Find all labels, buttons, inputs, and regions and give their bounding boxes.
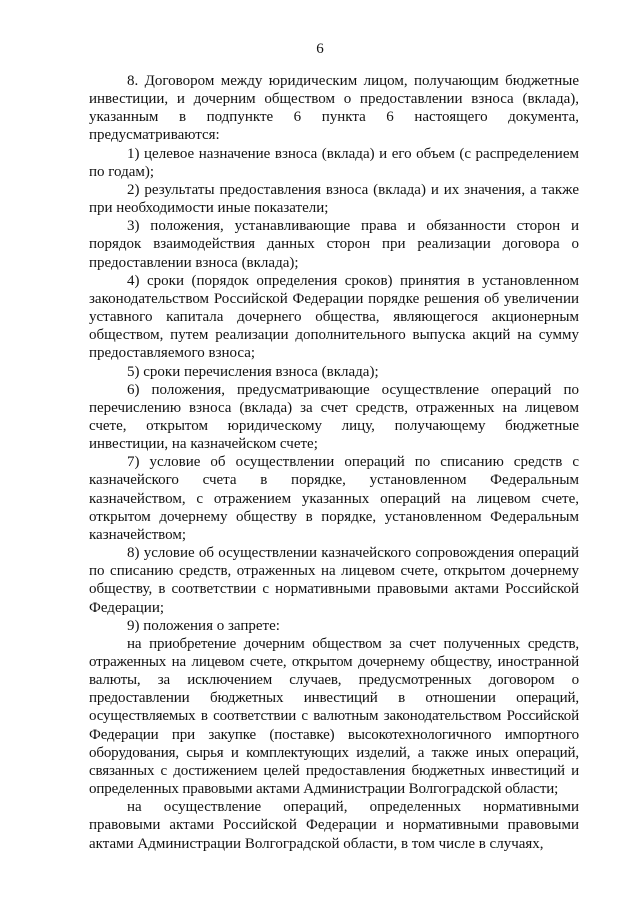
list-item-4: 4) сроки (порядок определения сроков) принятия в установленном законодательством Российской Федерации порядке решения об увеличении уставного капитала дочернего общества, являющегося акционерным обществом, путем реализации дополнительного выпуска акций на сумму предоставляемого взноса; bbox=[89, 272, 579, 362]
page-number: 6 bbox=[316, 41, 324, 57]
list-item-5: 5) сроки перечисления взноса (вклада); bbox=[127, 363, 379, 380]
prohibition-currency-paragraph: на приобретение дочерним обществом за счет полученных средств, отраженных на лицевом счете, открытом дочернему обществу, иностранной валюты, за исключением случаев, предусмотренных договором о предоставлении бюджетных инвестиций в отношении операций, осуществляемых в соответствии с валютным законодательством Российской Федерации при закупке (поставке) высокотехнологичного импортного оборудования, сырья и комплектующих изделий, а также иных операций, связанных с достижением целей предоставления бюджетных инвестиций и определенных правовыми актами Администрации Волгоградской области; bbox=[89, 635, 579, 798]
list-item-2: 2) результаты предоставления взноса (вклада) и их значения, а также при необходимости иные показатели; bbox=[89, 181, 579, 217]
list-item-8: 8) условие об осуществлении казначейского сопровождения операций по списанию средств, отраженных на лицевом счете, открытом дочернему обществу, в соответствии с нормативными правовыми актами Российской Федерации; bbox=[89, 545, 579, 616]
list-item-6: 6) положения, предусматривающие осуществление операций по перечислению взноса (вклада) за счет средств, отраженных на лицевом счете, открытом юридическому лицу, получающему бюджетные инвестиции, на казначейском счете; bbox=[89, 381, 579, 453]
list-item-3: 3) положения, устанавливающие права и обязанности сторон и порядок взаимодействия данных сторон при реализации договора о предоставлении взноса (вклада); bbox=[89, 218, 579, 271]
prohibition-operations-paragraph: на осуществление операций, определенных нормативными правовыми актами Российской Федерации и нормативными правовыми актами Администрации Волгоградской области, в том числе в случаях, bbox=[89, 799, 579, 852]
document-body bbox=[89, 72, 579, 853]
list-item-7: 7) условие об осуществлении операций по списанию средств с казначейского счета в порядке, установленном Федеральным казначейством, с отражением указанных операций на лицевом счете, открытом дочернему обществу в порядке, установленном Федеральным казначейством; bbox=[89, 454, 579, 543]
list-item-9: 9) положения о запрете: bbox=[127, 617, 280, 634]
list-item-1: 1) целевое назначение взноса (вклада) и его объем (с распределением по годам); bbox=[89, 145, 579, 180]
paragraph-8-intro: 8. Договором между юридическим лицом, получающим бюджетные инвестиции, и дочерним обществом о предоставлении взноса (вклада), указанным в подпункте 6 пункта 6 настоящего документа, предусматриваются: bbox=[89, 73, 579, 144]
